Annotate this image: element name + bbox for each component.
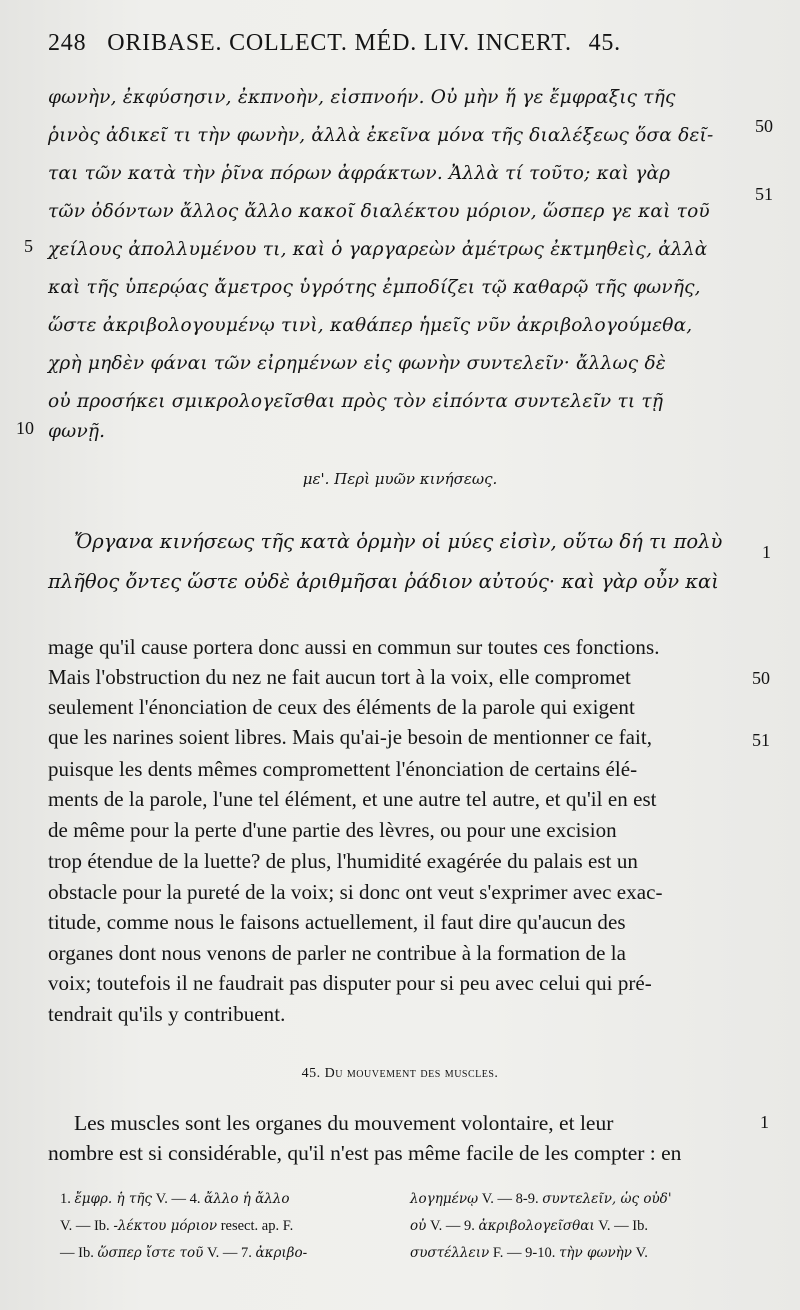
french-line-11: organes dont nous venons de parler ne contribue à la formation de la — [48, 941, 626, 965]
footnote-line: λογημένῳ V. — 8-9. συντελεῖν, ὡς οὐδ' — [410, 1191, 672, 1207]
footnotes-right-column — [410, 1186, 672, 1267]
french-line-8: trop étendue de la luette? de plus, l'humidité exagérée du palais est un — [48, 849, 638, 873]
margin-line-5: 5 — [24, 236, 33, 256]
greek-line-9: οὐ προσήκει σμικρολογεῖσθαι πρὸς τὸν εἰπόντα συντελεῖν τι τῇ — [48, 391, 664, 412]
footnote-line: συστέλλειν F. — 9-10. τὴν φωνὴν V. — [410, 1245, 648, 1261]
french-line-9: obstacle pour la pureté de la voix; si donc ont veut s'exprimer avec exac- — [48, 880, 663, 904]
footnote-line: — Ib. ὥσπερ ἴστε τοῦ V. — 7. ἀκριβο- — [60, 1245, 308, 1261]
french-section-line-1: Les muscles sont les organes du mouvement volontaire, et leur — [74, 1111, 614, 1135]
greek-line-7: ὥστε ἀκριβολογουμένῳ τινὶ, καθάπερ ἡμεῖς νῦν ἀκριβολογούμεθα, — [48, 315, 693, 336]
french-line-4: que les narines soient libres. Mais qu'ai-je besoin de mentionner ce fait, — [48, 725, 653, 749]
french-line-5: puisque les dents mêmes compromettent l'énonciation de certains élé- — [48, 757, 638, 781]
page-number: 248 — [48, 30, 87, 56]
french-line-10: titude, comme nous le faisons actuellement, il faut dire qu'aucun des — [48, 910, 626, 934]
french-section-number: 45. — [301, 1066, 321, 1081]
greek-line-6: καὶ τῆς ὑπερῴας ἄμετρος ὑγρότης ἐμποδίζει τῷ καθαρῷ τῆς φωνῆς, — [48, 277, 701, 298]
greek-section-line-2: πλῆθος ὄντες ὥστε οὐδὲ ἀριθμῆσαι ῥάδιον αὐτούς· καὶ γὰρ οὖν καὶ — [48, 570, 719, 593]
running-title: ORIBASE. COLLECT. MÉD. LIV. INCERT. — [107, 30, 572, 56]
french-section-line-2: nombre est si considérable, qu'il n'est pas même facile de les compter : en — [48, 1141, 682, 1165]
greek-line-3: ται τῶν κατὰ τὴν ῥῖνα πόρων ἀφράκτων. Ἀλλὰ τί τοῦτο; καὶ γὰρ — [48, 163, 671, 184]
french-line-6: ments de la parole, l'une tel élément, et une autre tel autre, et qu'il en est — [48, 787, 657, 811]
greek-line-5: χείλους ἀπολλυμένου τι, καὶ ὁ γαργαρεὼν ἀμέτρως ἐκτμηθεὶς, ἀλλὰ — [48, 239, 708, 260]
greek-line-2: ῥινὸς ἀδικεῖ τι τὴν φωνὴν, ἀλλὰ ἐκεῖνα μόνα τῆς διαλέξεως ὅσα δεῖ- — [48, 125, 714, 146]
greek-section-title: με'. Περὶ μυῶν κινήσεως. — [302, 470, 498, 488]
greek-line-8: χρὴ μηδὲν φάναι τῶν εἰρημένων εἰς φωνὴν συντελεῖν· ἄλλως δὲ — [48, 353, 666, 374]
margin-line-10: 10 — [16, 418, 34, 438]
margin-number-51: 51 — [755, 184, 773, 204]
french-line-12: voix; toutefois il ne faudrait pas disputer pour si peu avec celui qui pré- — [48, 971, 652, 995]
french-section-title — [0, 1066, 800, 1082]
greek-section-line-1: Ὄργανα κινήσεως τῆς κατὰ ὁρμὴν οἱ μύες εἰσὶν, οὕτω δή τι πολὺ — [74, 530, 723, 553]
french-line-2: Mais l'obstruction du nez ne fait aucun tort à la voix, elle compromet — [48, 665, 631, 689]
margin-number-50-fr: 50 — [752, 668, 770, 688]
french-line-3: seulement l'énonciation de ceux des éléments de la parole qui exigent — [48, 695, 635, 719]
footnote-line: οὐ V. — 9. ἀκριβολογεῖσθαι V. — Ib. — [410, 1218, 648, 1234]
greek-line-10: φωνῇ. — [48, 421, 106, 442]
greek-line-4: τῶν ὀδόντων ἄλλος ἄλλο κακοῖ διαλέκτου μόριον, ὥσπερ γε καὶ τοῦ — [48, 201, 710, 222]
margin-number-51-fr: 51 — [752, 730, 770, 750]
footnote-line: 1. ἔμφρ. ἡ τῆς V. — 4. ἄλλο ἡ ἄλλο — [60, 1191, 290, 1207]
margin-number-50: 50 — [755, 116, 773, 136]
french-section-heading: Du mouvement des muscles. — [324, 1066, 499, 1081]
margin-number-1-fr: 1 — [760, 1112, 769, 1132]
chapter-number: 45. — [588, 30, 621, 56]
french-line-13: tendrait qu'ils y contribuent. — [48, 1002, 286, 1026]
running-header — [48, 30, 688, 57]
margin-number-1-greek: 1 — [762, 542, 771, 562]
footnotes-left-column — [60, 1186, 307, 1267]
french-line-1: mage qu'il cause portera donc aussi en commun sur toutes ces fonctions. — [48, 635, 660, 659]
footnote-line: V. — Ib. -λέκτου μόριον resect. ap. F. — [60, 1218, 294, 1234]
french-line-7: de même pour la perte d'une partie des lèvres, ou pour une excision — [48, 818, 617, 842]
greek-line-1: φωνὴν, ἐκφύσησιν, ἐκπνοὴν, εἰσπνοήν. Οὐ μὴν ἥ γε ἔμφραξις τῆς — [48, 87, 676, 108]
